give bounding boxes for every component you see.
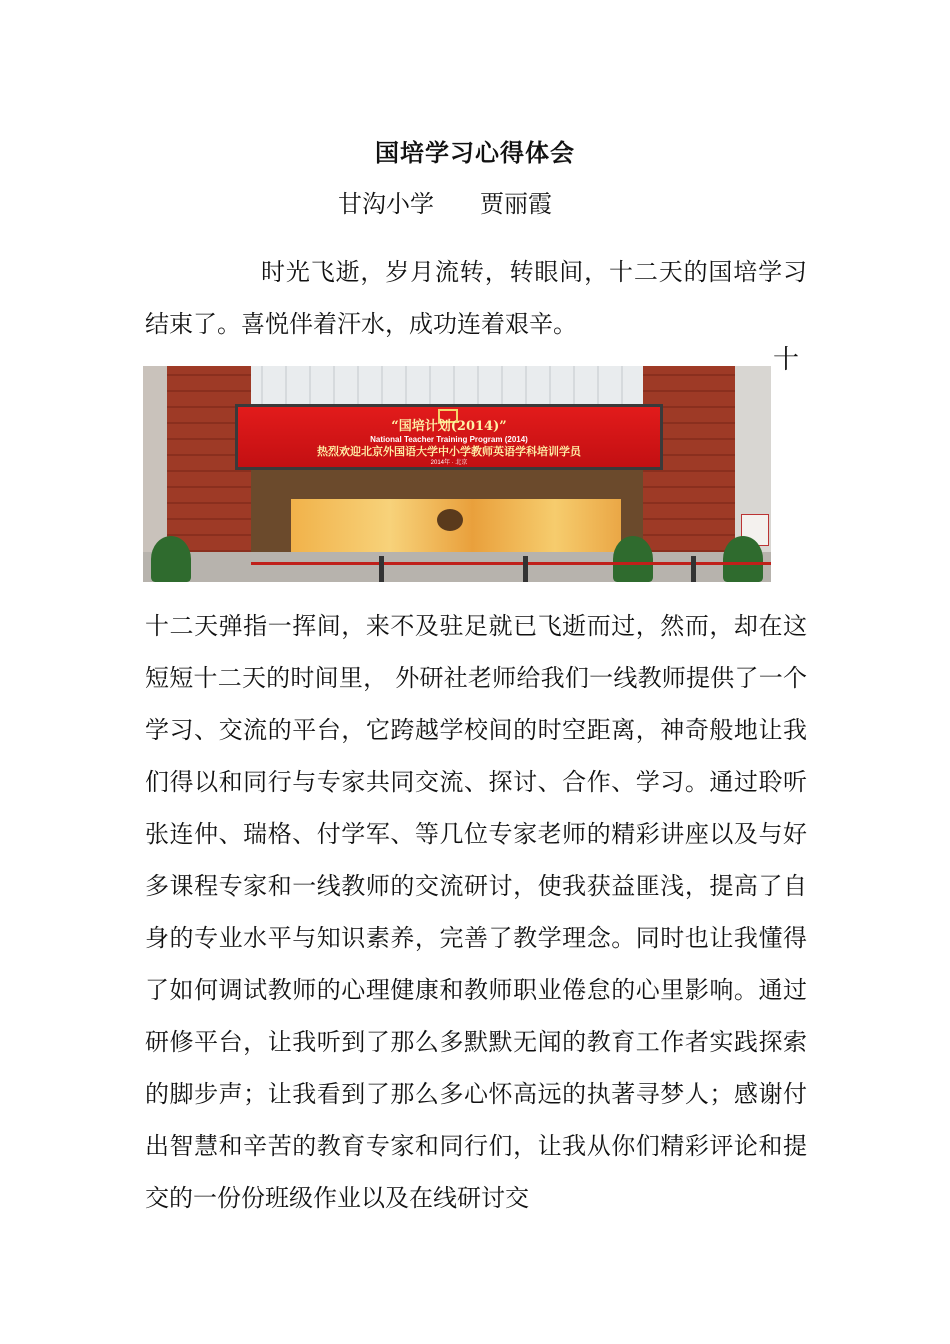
author-line xyxy=(338,184,552,219)
author-school: 甘沟小学 xyxy=(338,190,434,218)
banner-line-2: National Teacher Training Program (2014) xyxy=(370,435,528,444)
document-title: 国培学习心得体会 xyxy=(375,138,575,167)
banner-line-4: 2014年 · 北京 xyxy=(430,460,468,466)
photo-wall-emblem xyxy=(437,509,463,531)
training-venue-photo xyxy=(143,366,771,582)
photo-plant xyxy=(723,536,763,582)
author-name: 贾丽霞 xyxy=(480,190,552,218)
paragraph-body: 十二天弹指一挥间，来不及驻足就已飞逝而过，然而，却在这短短十二天的时间里， 外研社老师给我们一线教师提供了一个学习、交流的平台，它跨越学校间的时空距离，神奇般地让我们得以和同行与专家共同交流、探讨、合作、学习。通过聆听张连仲、瑞格、付学军、等几位专家老师的精彩讲座以及与好多课程专家和一线教师的交流研讨，使我获益匪浅，提高了自身的专业水平与知识素养，完善了教学理念。同时也让我懂得了如何调试教师的心理健康和教师职业倦怠的心里影响。通过研修平台，让我听到了那么多默默无闻的教育工作者实践探索的脚步声；让我看到了那么多心怀高远的执著寻梦人；感谢付出智慧和辛苦的教育专家和同行们，让我从你们精彩评论和提交的一份份班级作业以及在线研讨交 xyxy=(145,612,807,1212)
stray-character: 十 xyxy=(773,345,800,375)
photo-plant xyxy=(151,536,191,582)
banner-line-1: “国培计划(2014)” xyxy=(391,419,507,434)
photo-welcome-banner xyxy=(235,404,663,470)
photo-barrier-post xyxy=(523,556,528,582)
photo-barrier-post xyxy=(379,556,384,582)
photo-floor xyxy=(143,552,771,582)
banner-line-3: 热烈欢迎北京外国语大学中小学教师英语学科培训学员 xyxy=(317,445,581,458)
photo-pillar-right xyxy=(643,366,735,582)
photo-barrier-post xyxy=(691,556,696,582)
photo-plant xyxy=(613,536,653,582)
paragraph-intro: 时光飞逝，岁月流转，转眼间，十二天的国培学习结束了。喜悦伴着汗水，成功连着艰辛。 xyxy=(145,258,807,338)
